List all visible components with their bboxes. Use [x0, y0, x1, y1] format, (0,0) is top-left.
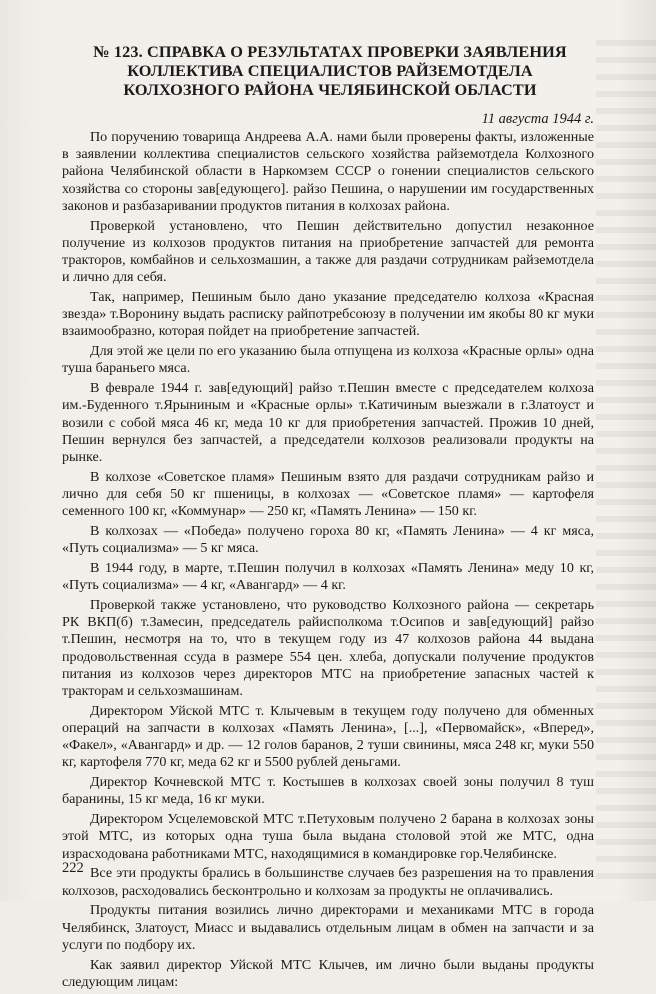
paragraph: Для этой же цели по его указанию была отпущена из колхоза «Красные орлы» одна туша бараньего мяса.	[62, 343, 594, 377]
paragraph: Директор Кочневской МТС т. Костышев в колхозах своей зоны получил 8 туш баранины, 15 кг меда, 16 кг муки.	[62, 774, 594, 808]
paragraph: По поручению товарища Андреева А.А. нами были проверены факты, изложенные в заявлении коллектива специалистов сельского хозяйства райземотдела Колхозного района Челябинской области в Наркомзем СССР о гонении специалистов сельского хозяйства со стороны зав[едующего]. райзо Пешина, о нарушении им государственных законов и разбазаривании продуктов питания в колхозах района.	[62, 129, 594, 214]
bleed-through-text	[596, 40, 656, 880]
document-date: 11 августа 1944 г.	[481, 111, 594, 127]
paragraph: В феврале 1944 г. зав[едующий] райзо т.Пешин вместе с председателем колхоза им.-Буденного т.Ярыниным и «Красные орлы» т.Катичиным выезжали в г.Златоуст и возили с собой мяса 46 кг, меда 10 кг для приобретения запчастей. Прожив 10 дней, Пешин вернулся без запчастей, а председатели колхозов реализовали продукты на рынке.	[62, 380, 594, 466]
title-line: КОЛЛЕКТИВА СПЕЦИАЛИСТОВ РАЙЗЕМОТДЕЛА	[127, 61, 533, 80]
paragraph: В 1944 году, в марте, т.Пешин получил в колхозах «Память Ленина» меду 10 кг, «Путь социализма» — 4 кг, «Авангард» — 4 кг.	[62, 560, 594, 594]
paragraph: Директором Уйской МТС т. Клычевым в текущем году получено для обменных операций на запчасти в колхозах «Память Ленина», [...], «Первомайск», «Вперед», «Факел», «Авангард» и др. — 12 голов баранов, 2 туши свинины, мяса 248 кг, муки 550 кг, картофеля 770 кг, меда 62 кг и 5500 рублей деньгами.	[62, 702, 594, 771]
paragraph: Проверкой также установлено, что руководство Колхозного района — секретарь РК ВКП(б) т.Замесин, председатель райисполкома т.Осипов и зав[едующий] райзо т.Пешин, несмотря на то, что в текущем году из 47 колхозов района 44 выдана продовольственная ссуда в размере 554 цен. хлеба, допускали получение продуктов питания из колхозов через директоров МТС на приобретение запасных частей к тракторам и сельхозмашинам.	[62, 597, 594, 700]
paragraph: Так, например, Пешиным было дано указание председателю колхоза «Красная звезда» т.Воронину выдать расписку райпотребсоюзу в получении им якобы 80 кг муки взаимообразно, которая пойдет на приобретение запчастей.	[62, 289, 594, 340]
paragraph: Проверкой установлено, что Пешин действительно допустил незаконное получение из колхозов продуктов питания на приобретение запчастей для ремонта тракторов, комбайнов и сельхозмашин, а также для раздачи сотрудникам райземотдела и лично для себя.	[62, 217, 594, 286]
document-title	[60, 42, 600, 99]
title-line: КОЛХОЗНОГО РАЙОНА ЧЕЛЯБИНСКОЙ ОБЛАСТИ	[123, 80, 537, 99]
page-number: 222	[62, 860, 84, 876]
paragraph: В колхозах — «Победа» получено гороха 80 кг, «Память Ленина» — 4 кг мяса, «Путь социализма» — 5 кг мяса.	[62, 523, 594, 557]
paragraph: Все эти продукты брались в большинстве случаев без разрешения на то правления колхозов, расходовались бесконтрольно и колхозам за продукты не оплачивались.	[62, 865, 594, 899]
paragraph: Продукты питания возились лично директорами и механиками МТС в города Челябинск, Златоуст, Миасс и выдавались отдельным лицам в обмен на запчасти и за услуги по подбору их.	[62, 902, 594, 953]
paragraph: В колхозе «Советское пламя» Пешиным взято для раздачи сотрудникам райзо и лично для себя 50 кг пшеницы, в колхозах — «Советское пламя» — картофеля семенного 100 кг, «Коммунар» — 250 кг, «Память Ленина» — 150 кг.	[62, 468, 594, 520]
paragraph: Как заявил директор Уйской МТС Клычев, им лично были выданы продукты следующим лицам:	[62, 956, 594, 990]
document-body	[62, 129, 594, 994]
title-line: № 123. СПРАВКА О РЕЗУЛЬТАТАХ ПРОВЕРКИ ЗАЯВЛЕНИЯ	[93, 42, 567, 61]
paragraph: Директором Усцелемовской МТС т.Петуховым получено 2 барана в колхозах зоны этой МТС, из которых одна туша была выдана столовой этой же МТС, одна израсходована работниками МТС, находящимися в командировке гор.Челябинске.	[62, 811, 594, 862]
